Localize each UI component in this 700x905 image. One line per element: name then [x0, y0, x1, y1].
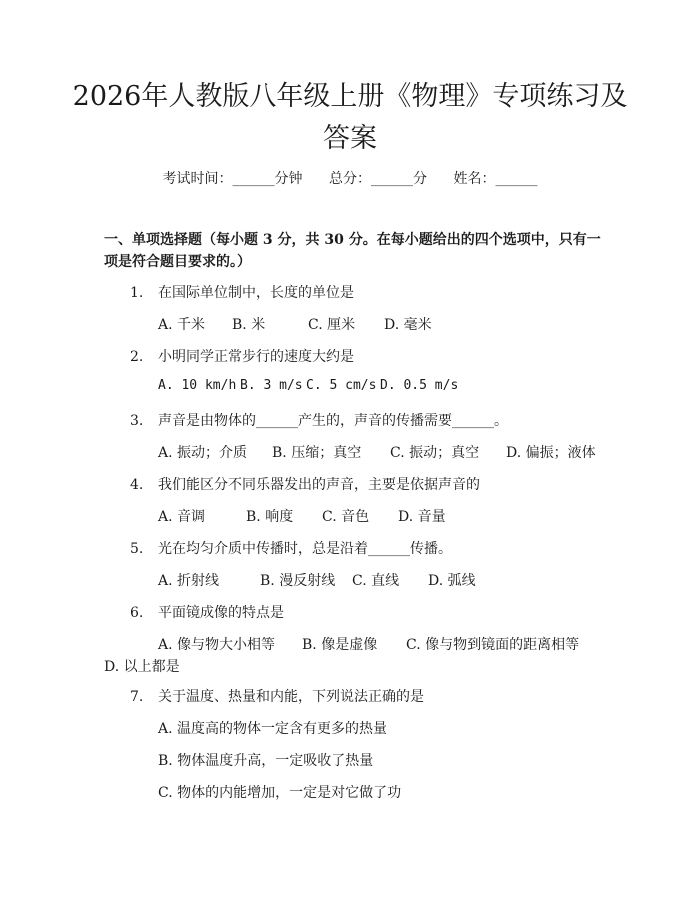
option: D. 以上都是	[104, 659, 180, 675]
option: C. 像与物到镜面的距离相等	[406, 637, 580, 653]
option: C. 直线	[352, 573, 400, 589]
option: B. 米	[232, 317, 266, 333]
option: B. 物体温度升高，一定吸收了热量	[158, 753, 374, 769]
option: A. 10 km/h	[158, 378, 237, 393]
option: B. 漫反射线	[260, 573, 336, 589]
option: A. 音调	[158, 509, 206, 525]
question	[130, 602, 284, 622]
option: C. 5 cm/s	[306, 378, 377, 393]
question	[130, 538, 452, 558]
question-options	[158, 506, 446, 526]
question-options	[158, 570, 476, 590]
option: D. 毫米	[384, 317, 432, 333]
option: A. 温度高的物体一定含有更多的热量	[158, 721, 388, 737]
question-number: 1.	[130, 285, 144, 301]
exam-meta	[0, 168, 700, 188]
page-title: 2026年人教版八年级上册《物理》专项练习及答案	[72, 81, 628, 154]
option: D. 偏振；液体	[506, 445, 596, 461]
option: C. 音色	[322, 509, 370, 525]
section-heading: 一、单项选择题（每小题 3 分，共 30 分。在每小题给出的四个选项中，只有一项是符合题目要求的。）	[104, 232, 601, 270]
option: A. 像与物大小相等	[158, 637, 276, 653]
question-text: 小明同学正常步行的速度大约是	[158, 349, 354, 365]
exam-score: 总分：______分	[329, 171, 427, 187]
option: D. 音量	[398, 509, 446, 525]
question	[130, 686, 424, 706]
question-number: 6.	[130, 605, 144, 621]
question	[130, 410, 508, 430]
option: C. 厘米	[308, 317, 356, 333]
option: B. 压缩；真空	[272, 445, 362, 461]
question	[130, 346, 354, 366]
option: A. 千米	[158, 317, 206, 333]
question-text: 平面镜成像的特点是	[158, 605, 284, 621]
question-number: 2.	[130, 349, 144, 365]
question-number: 4.	[130, 477, 144, 493]
option: C. 物体的内能增加，一定是对它做了功	[158, 785, 402, 801]
option: D. 弧线	[428, 573, 476, 589]
question	[130, 474, 480, 494]
option: D. 0.5 m/s	[380, 378, 459, 393]
question-text: 声音是由物体的______产生的，声音的传播需要______。	[158, 413, 508, 429]
question-text: 在国际单位制中，长度的单位是	[158, 285, 354, 301]
question-number: 7.	[130, 689, 144, 705]
student-name: 姓名：______	[453, 171, 538, 187]
option: A. 振动；介质	[158, 445, 248, 461]
question-options	[158, 442, 596, 462]
question	[130, 282, 354, 302]
option: B. 响度	[246, 509, 294, 525]
question-text: 关于温度、热量和内能，下列说法正确的是	[158, 689, 424, 705]
option: C. 振动；真空	[390, 445, 480, 461]
question-options	[158, 314, 432, 334]
option: A. 折射线	[158, 573, 220, 589]
question-text: 光在均匀介质中传播时，总是沿着______传播。	[158, 541, 452, 557]
question-text: 我们能区分不同乐器发出的声音，主要是依据声音的	[158, 477, 480, 493]
question-options	[158, 634, 579, 654]
option: B. 像是虚像	[302, 637, 378, 653]
option: B. 3 m/s	[240, 378, 303, 393]
question-number: 3.	[130, 413, 144, 429]
question-number: 5.	[130, 541, 144, 557]
exam-time: 考试时间：______分钟	[162, 171, 303, 187]
question-options	[158, 378, 458, 393]
